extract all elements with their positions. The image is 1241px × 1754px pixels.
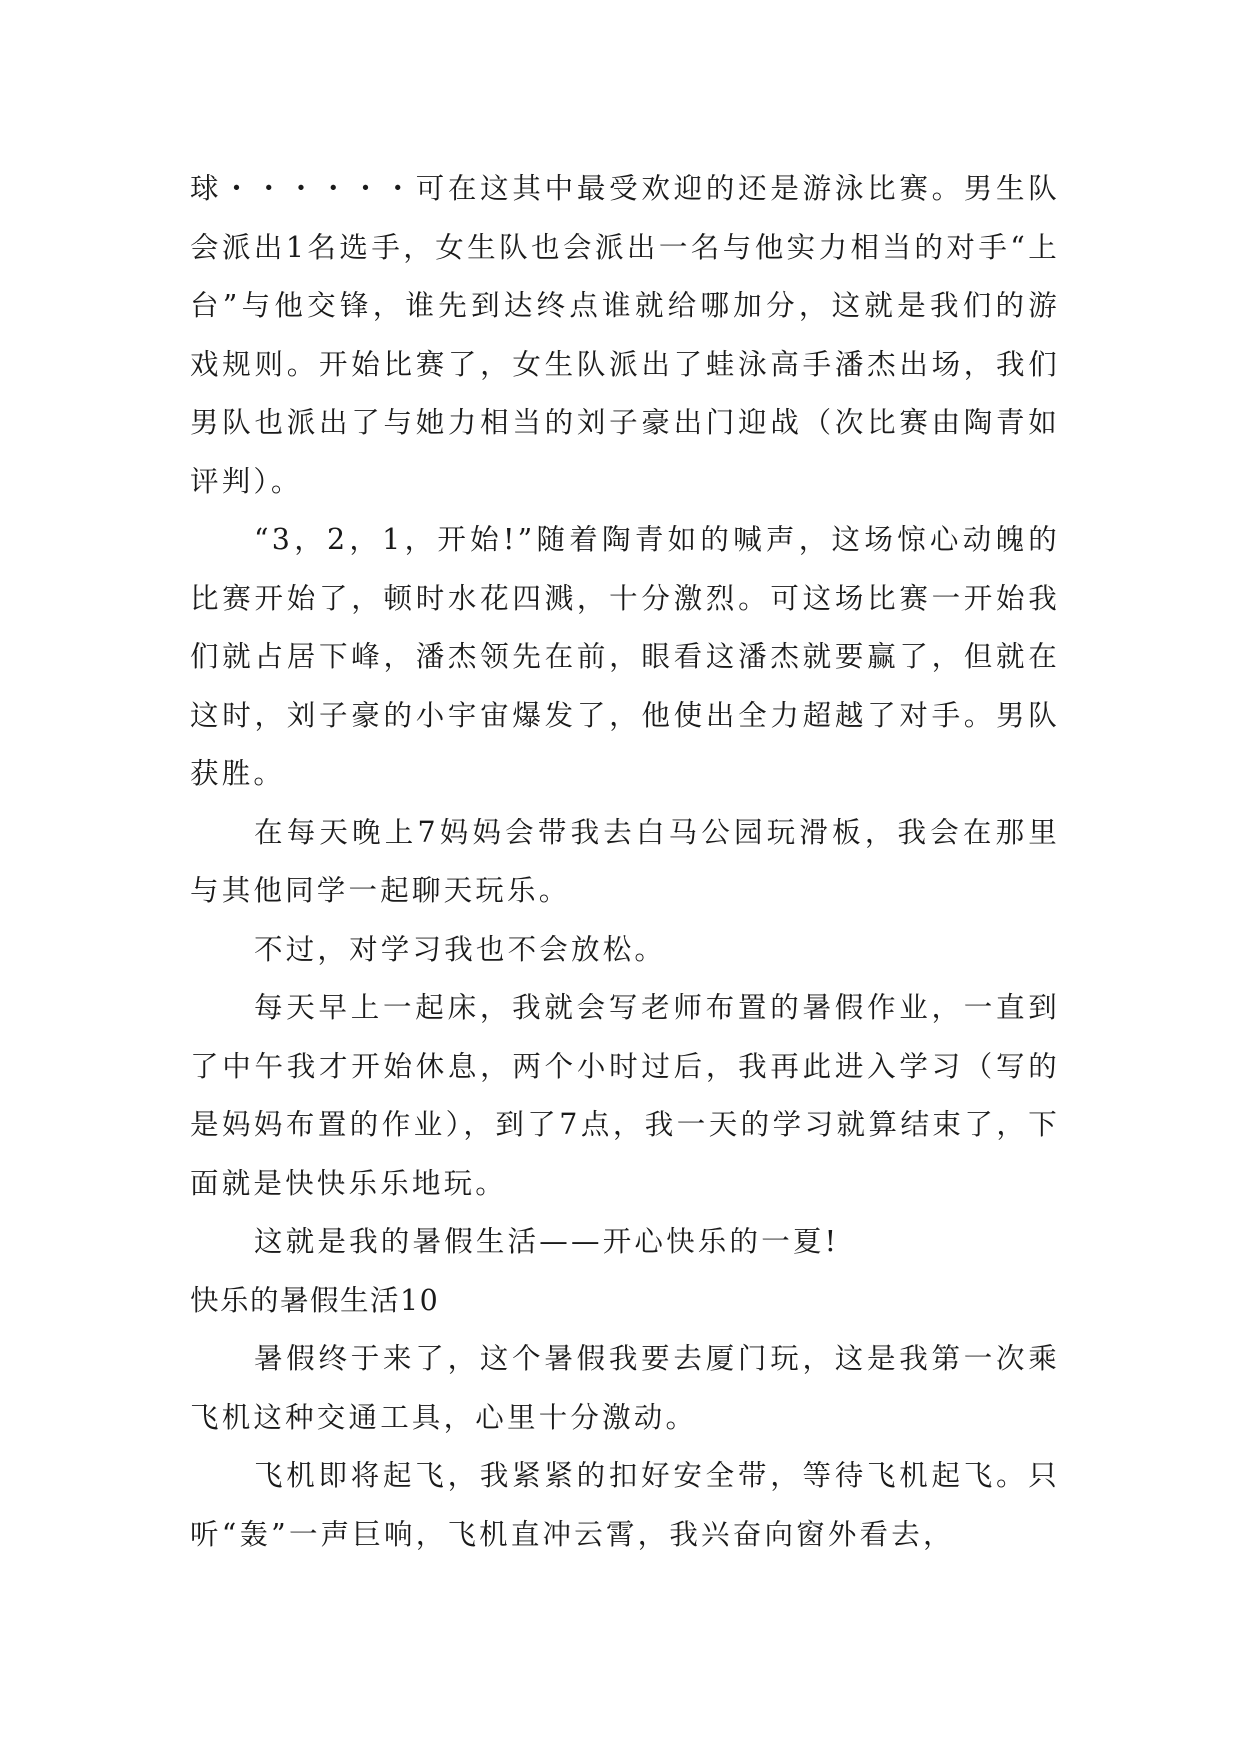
paragraph-race-start: “3，2，1，开始!”随着陶青如的喊声，这场惊心动魄的比赛开始了，顿时水花四溅，十分激烈。可这场比赛一开始我们就占居下峰，潘杰领先在前，眼看这潘杰就要赢了，但就在这时，刘子豪的小宇宙爆发了，他使出全力超越了对手。男队获胜。	[190, 523, 1060, 790]
paragraph-summer-conclusion: 这就是我的暑假生活——开心快乐的一夏!	[254, 1225, 840, 1258]
paragraph-xiamen-trip: 暑假终于来了，这个暑假我要去厦门玩，这是我第一次乘飞机这种交通工具，心里十分激动。	[190, 1342, 1060, 1434]
document-body	[190, 160, 1060, 1564]
paragraph-daily-homework: 每天早上一起床，我就会写老师布置的暑假作业，一直到了中午我才开始休息，两个小时过后，我再此进入学习（写的是妈妈布置的作业），到了7点，我一天的学习就算结束了，下面就是快快乐乐地玩。	[190, 991, 1060, 1200]
section-title: 快乐的暑假生活10	[190, 1283, 440, 1317]
paragraph-swimming-contest: 球・・・・・・可在这其中最受欢迎的还是游泳比赛。男生队会派出1名选手，女生队也会派出一名与他实力相当的对手“上台”与他交锋，谁先到达终点谁就给哪加分，这就是我们的游戏规则。开始比赛了，女生队派出了蛙泳高手潘杰出场，我们男队也派出了与她力相当的刘子豪出门迎战（次比赛由陶青如评判）。	[190, 172, 1060, 498]
paragraph-evening-skateboard: 在每天晚上7妈妈会带我去白马公园玩滑板，我会在那里与其他同学一起聊天玩乐。	[190, 815, 1060, 907]
paragraph-study-note: 不过，对学习我也不会放松。	[254, 932, 667, 966]
paragraph-plane-takeoff: 飞机即将起飞，我紧紧的扣好安全带，等待飞机起飞。只听“轰”一声巨响，飞机直冲云霄，我兴奋向窗外看去，	[190, 1459, 1060, 1551]
